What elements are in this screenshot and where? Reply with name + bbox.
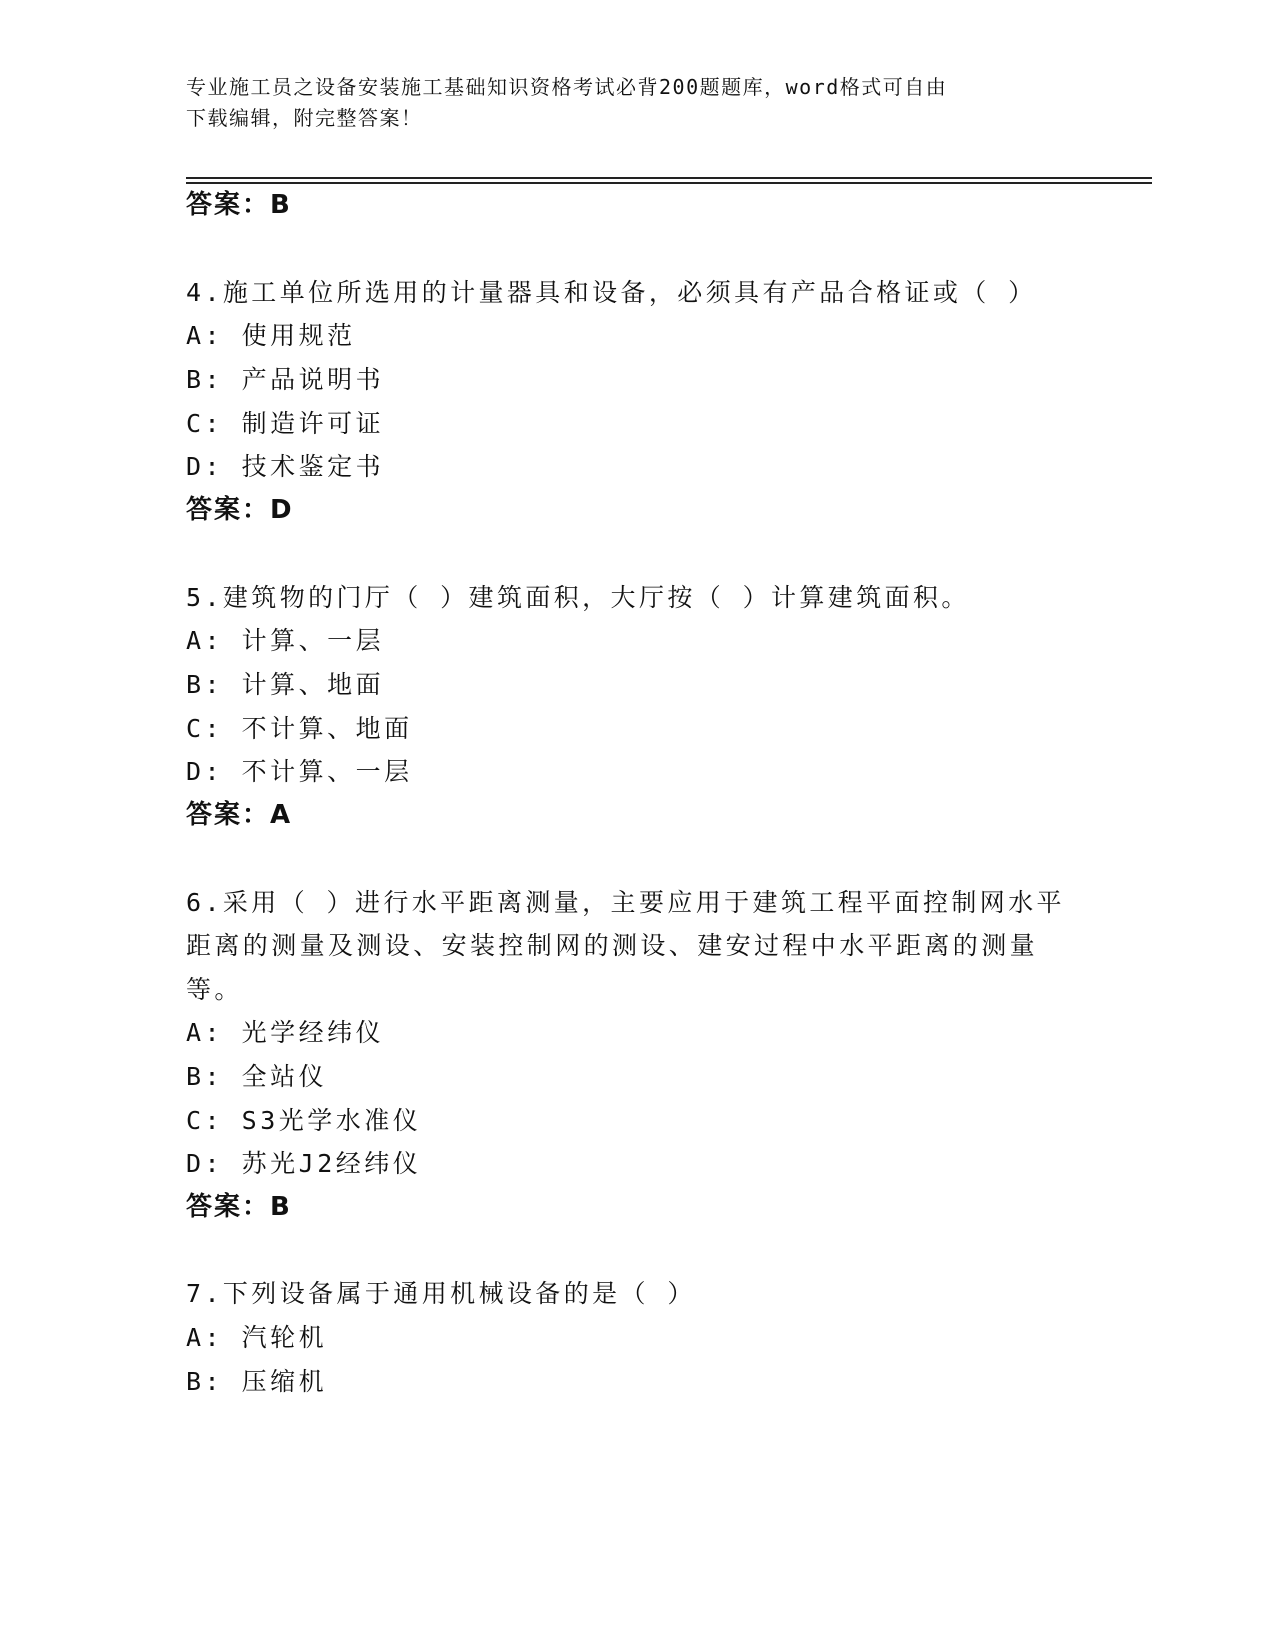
header-line-1: 专业施工员之设备安装施工基础知识资格考试必背200题题库，word格式可自由 [186,75,948,99]
question-4-answer: 答案：D [186,495,294,525]
question-5-text: 5.建筑物的门厅（ ）建筑面积，大厅按（ ）计算建筑面积。 [186,583,970,612]
question-6-option-d: D: 苏光J2经纬仪 [186,1149,422,1178]
question-7-option-b: B: 压缩机 [186,1367,328,1396]
question-5-option-a: A: 计算、一层 [186,626,385,655]
header-rule-bottom [186,182,1152,184]
question-6-text-line-1: 6.采用（ ）进行水平距离测量，主要应用于建筑工程平面控制网水平 [186,888,1065,917]
header-line-2: 下载编辑，附完整答案！ [186,106,423,130]
page-header [186,72,1086,134]
question-5-option-d: D: 不计算、一层 [186,757,413,786]
question-6-text-line-2: 距离的测量及测设、安装控制网的测设、建安过程中水平距离的测量 [186,931,1039,960]
header-rule-top [186,177,1152,179]
question-5-answer: 答案：A [186,800,293,830]
question-7-option-a: A: 汽轮机 [186,1323,328,1352]
question-4-option-a: A: 使用规范 [186,321,356,350]
question-6-text-line-3: 等。 [186,975,243,1004]
question-6-option-b: B: 全站仪 [186,1062,328,1091]
question-6-option-c: C: S3光学水准仪 [186,1106,422,1135]
question-4-text: 4.施工单位所选用的计量器具和设备，必须具有产品合格证或（ ） [186,278,1037,307]
question-4-option-d: D: 技术鉴定书 [186,452,385,481]
question-4-option-b: B: 产品说明书 [186,365,385,394]
question-6-option-a: A: 光学经纬仪 [186,1018,385,1047]
question-7-text: 7.下列设备属于通用机械设备的是（ ） [186,1279,696,1308]
question-4-option-c: C: 制造许可证 [186,409,385,438]
question-5-option-c: C: 不计算、地面 [186,714,413,743]
question-5-option-b: B: 计算、地面 [186,670,385,699]
question-6-answer: 答案：B [186,1192,292,1222]
answer-prev: 答案：B [186,190,292,220]
